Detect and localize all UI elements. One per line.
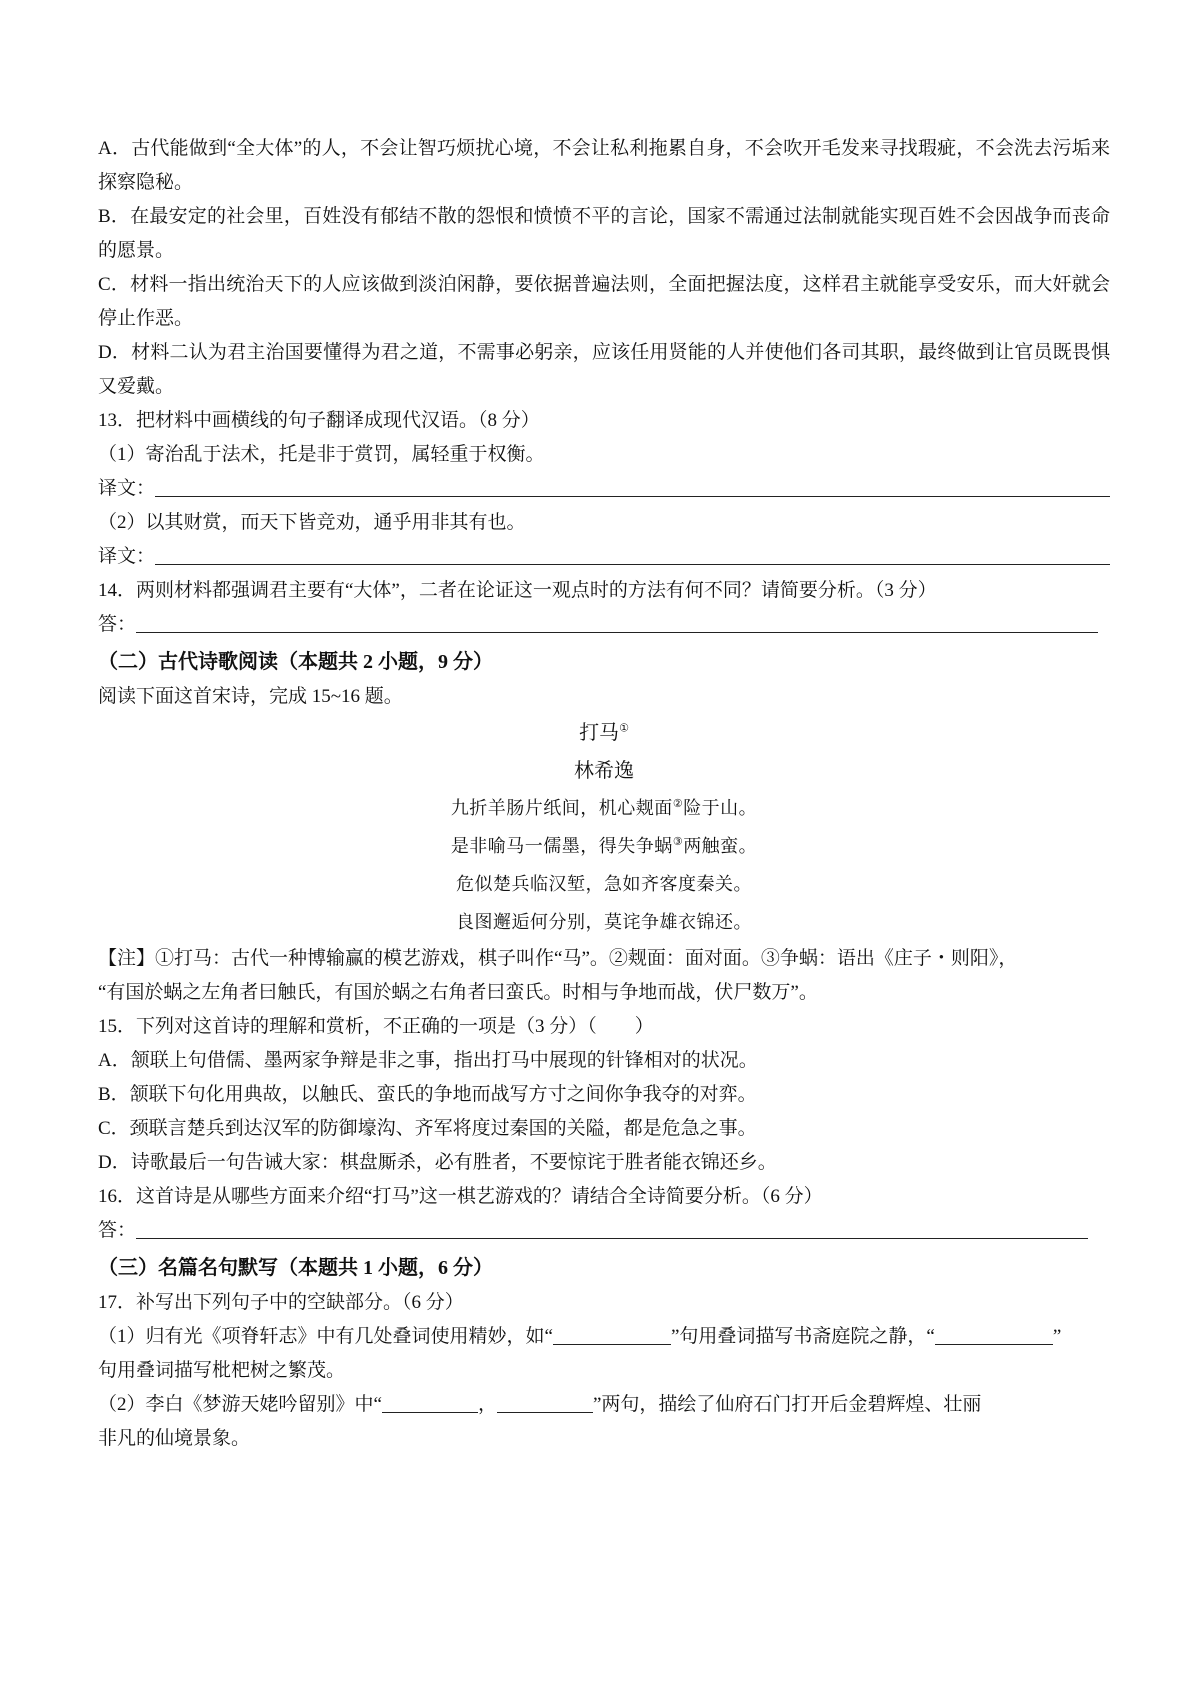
q17-item-1-continued: 句用叠词描写枇杷树之繁茂。 (98, 1360, 346, 1381)
q15-stem: 15．下列对这首诗的理解和赏析，不正确的一项是（3 分）（ ） (98, 1016, 654, 1037)
answer-blank[interactable] (155, 496, 1110, 497)
q13-sentence-1: （1）寄治乱于法术，托是非于赏罚，属轻重于权衡。 (98, 444, 545, 465)
answer-blank[interactable] (155, 564, 1110, 565)
q17-item-1: （1）归有光《项脊轩志》中有几处叠词使用精妙，如“ ”句用叠词描写书斋庭院之静，“ ” (98, 1326, 1062, 1347)
poem-line-4: 良图邂逅何分别，莫诧争雄衣锦还。 (456, 912, 752, 933)
answer-blank[interactable] (136, 1238, 1088, 1239)
fill-blank[interactable] (382, 1392, 478, 1413)
poem-line-2: 是非喻马一儒墨，得失争蜗③两触蛮。 (450, 835, 758, 857)
q17-item-2-continued: 非凡的仙境景象。 (98, 1428, 251, 1449)
q13-answer-line-1[interactable] (98, 472, 1110, 506)
section-3-heading: （三）名篇名句默写（本题共 1 小题，6 分） (98, 1257, 493, 1279)
poem-line-3: 危似楚兵临汉堑，急如齐客度秦关。 (456, 874, 752, 895)
q12-option-a: A．古代能做到“全大体”的人，不会让智巧烦扰心境，不会让私利拖累自身，不会吹开毛发来寻找瑕疵，不会洗去污垢来探察隐秘。 (98, 138, 1110, 193)
answer-label: 答： (98, 1220, 137, 1241)
answer-label: 答： (98, 614, 137, 635)
q15-option-d: D．诗歌最后一句告诫大家：棋盘厮杀，必有胜者，不要惊诧于胜者能衣锦还乡。 (98, 1152, 777, 1173)
q12-option-c: C．材料一指出统治天下的人应该做到淡泊闲静，要依据普遍法则，全面把握法度，这样君主就能享受安乐，而大奸就会停止作恶。 (98, 274, 1110, 329)
fill-blank[interactable] (553, 1324, 671, 1345)
poem-title: 打马① (579, 722, 629, 744)
poem (98, 714, 1110, 942)
footnote-marker: ② (672, 797, 684, 810)
q13-sentence-2: （2）以其财赏，而天下皆竞劝，通乎用非其有也。 (98, 512, 526, 533)
q15-option-c: C．颈联言楚兵到达汉军的防御壕沟、齐军将度过秦国的关隘，都是危急之事。 (98, 1118, 757, 1139)
q12-option-d: D．材料二认为君主治国要懂得为君之道，不需事必躬亲，应该任用贤能的人并使他们各司其职，最终做到让官员既畏惧又爱戴。 (98, 342, 1110, 397)
translation-label: 译文： (98, 478, 156, 499)
q12-option-b: B．在最安定的社会里，百姓没有郁结不散的怨恨和愤愤不平的言论，国家不需通过法制就能实现百姓不会因战争而丧命的愿景。 (98, 206, 1110, 261)
q17-item-2: （2）李白《梦游天姥吟留别》中“ ， ”两句，描绘了仙府石门打开后金碧辉煌、壮丽 (98, 1394, 982, 1415)
footnote-marker: ③ (672, 835, 684, 848)
poem-notes-continued: “有国於蜗之左角者曰触氏，有国於蜗之右角者曰蛮氏。时相与争地而战，伏尸数万”。 (98, 982, 818, 1003)
q15-option-a: A．颔联上句借儒、墨两家争辩是非之事，指出打马中展现的针锋相对的状况。 (98, 1050, 758, 1071)
poem-author: 林希逸 (574, 760, 634, 782)
section-2-intro: 阅读下面这首宋诗，完成 15~16 题。 (98, 686, 403, 707)
poem-line-1: 九折羊肠片纸间，机心觌面②险于山。 (450, 797, 758, 819)
q17-stem: 17．补写出下列句子中的空缺部分。（6 分） (98, 1292, 464, 1313)
notes-label: 【注】 (98, 948, 156, 969)
q14-answer-line[interactable] (98, 608, 1098, 642)
q13-answer-line-2[interactable] (98, 540, 1110, 574)
translation-label: 译文： (98, 546, 156, 567)
q16-stem: 16．这首诗是从哪些方面来介绍“打马”这一棋艺游戏的？请结合全诗简要分析。（6 分） (98, 1186, 823, 1207)
q16-answer-line[interactable] (98, 1214, 1088, 1248)
poem-notes: 【注】①打马：古代一种博输赢的模艺游戏，棋子叫作“马”。②觌面：面对面。③争蜗：语出《庄子・则阳》， (98, 948, 1018, 969)
q14-stem: 14．两则材料都强调君主要有“大体”，二者在论证这一观点时的方法有何不同？请简要分析。（3 分） (98, 580, 937, 601)
section-2-heading: （二）古代诗歌阅读（本题共 2 小题，9 分） (98, 651, 493, 673)
q15-option-b: B．颔联下句化用典故，以触氏、蛮氏的争地而战写方寸之间你争我夺的对弈。 (98, 1084, 757, 1105)
footnote-marker: ① (619, 722, 629, 735)
q13-stem: 13．把材料中画横线的句子翻译成现代汉语。（8 分） (98, 410, 540, 431)
fill-blank[interactable] (935, 1324, 1053, 1345)
fill-blank[interactable] (497, 1392, 593, 1413)
answer-blank[interactable] (136, 632, 1098, 633)
